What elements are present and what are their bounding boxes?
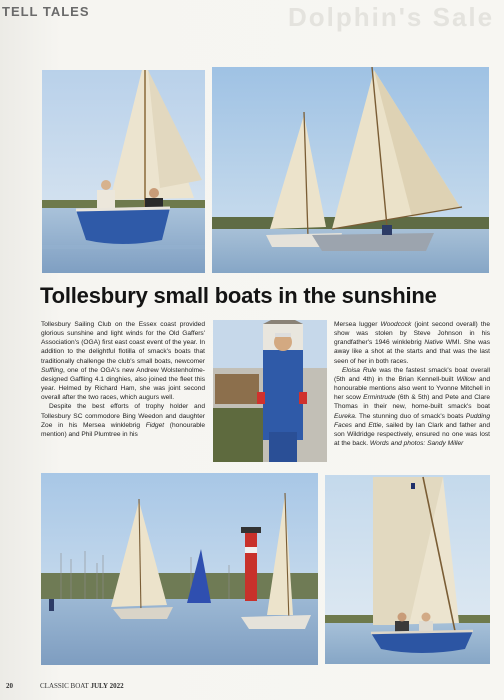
text-run: , one of the OGA's new Andrew Wolstenholme-designed Gaffling 4.1 dinghies, also joined the fleet this year. Helmed by Richard Ham, she was joint second overall after the two races, which augurs well. xyxy=(41,366,205,402)
text-run: Mersea lugger xyxy=(334,321,381,328)
text-run: (joint second overall) the show was stolen by Steve Johnson in his grandfather's 1946 winklebrig xyxy=(334,321,490,347)
photo-blue-dinghy-close xyxy=(325,475,490,664)
text-run: and xyxy=(351,421,369,429)
magazine-name: CLASSIC BOAT xyxy=(40,682,91,690)
boat-name: Willow xyxy=(456,375,476,383)
paragraph xyxy=(334,366,490,448)
photo-two-gaff-dinghies xyxy=(212,67,489,273)
text-run: Despite the best efforts of trophy holder and Tollesbury SC commodore Bing Weedon and daughter Zoe in his Mersea winklebrig xyxy=(41,403,205,429)
photo-credit: Words and photos: Sandy Miller xyxy=(369,440,464,448)
photo-blue-dinghy xyxy=(42,70,205,273)
text-run: was the fastest smack's boat overall (5th and 4th) in the Brian Kennell-built xyxy=(334,366,490,383)
text-run: and honourable mentions also went to Yvonne Mitchell in her scow xyxy=(334,375,490,402)
issue-date: JULY 2022 xyxy=(90,682,124,690)
boat-name: Native xyxy=(424,339,444,347)
boat-name: Pudding Faces xyxy=(334,412,490,429)
paragraph xyxy=(334,320,490,366)
photo-sailor-portrait xyxy=(213,320,327,462)
text-run: (honourable mention) and Phil Plumtree in his xyxy=(41,421,205,438)
paragraph xyxy=(41,320,205,402)
text-run: WMI. She was away like a shot at the starts and that was the last seen of her in both races. xyxy=(334,339,490,365)
person-name: Eloisa Rule xyxy=(342,366,377,374)
text-run: , sailed by Ian Clark and father and son Wildridge respectively, ensured no one was lost at the back. xyxy=(334,421,490,448)
boat-name: Eureka xyxy=(334,412,355,420)
boat-name: Fidget xyxy=(145,421,165,429)
article-headline: Tollesbury small boats in the sunshine xyxy=(40,283,437,308)
magazine-footer xyxy=(40,682,124,690)
text-run: . The stunning duo of smack's boats xyxy=(354,412,466,420)
photo-harbour-fleet xyxy=(41,473,318,665)
body-column-2 xyxy=(334,320,490,448)
boat-name: Suffling xyxy=(41,366,63,374)
text-run: Tollesbury Sailing Club on the Essex coast provided glorious sunshine and light winds for the Old Gaffers' Association's (OGA) first east coast event of the year. In addition to the delightful flotilla of smack's boats that traditionally challenge the club's small boats, newcomer xyxy=(41,321,205,365)
paragraph xyxy=(41,402,205,439)
body-column-1 xyxy=(41,320,205,439)
text-run: (6th & 5th) and Pete and Clare Thomas in their new, home-built smack's boat xyxy=(334,394,490,411)
section-tag: TELL TALES xyxy=(2,4,90,19)
boat-name: Woodcock xyxy=(380,321,412,328)
boat-name: Ermintrude xyxy=(363,394,396,402)
boat-name: Ettie xyxy=(368,421,382,429)
ghost-bleedthrough-text: Dolphin's Sale xyxy=(288,2,495,32)
page-number: 20 xyxy=(6,682,13,690)
